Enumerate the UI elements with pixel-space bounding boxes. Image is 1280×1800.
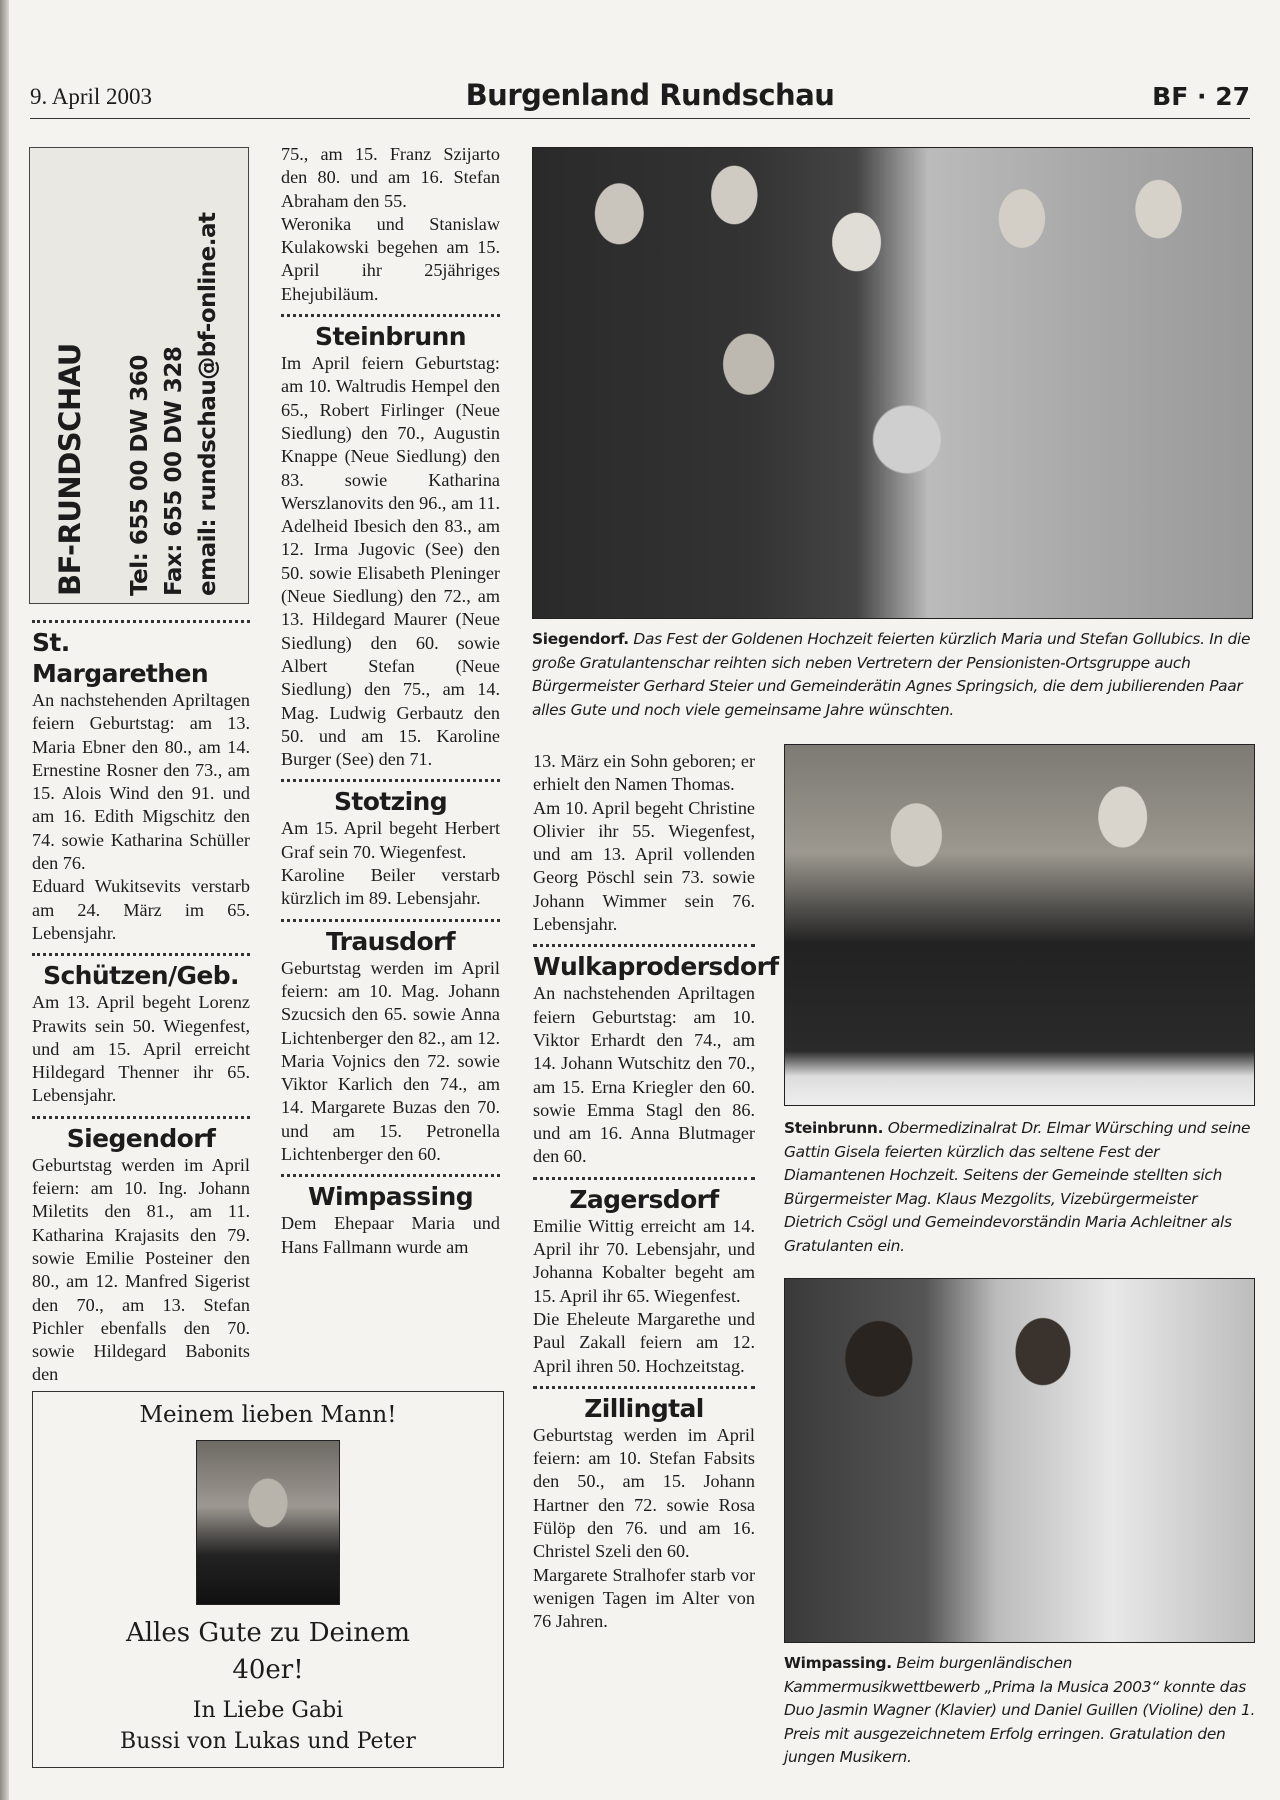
contact-email: email: rundschau@bf-online.at <box>195 212 221 596</box>
section-heading: Siegendorf <box>66 1123 216 1153</box>
caption-photo1: Siegendorf. Das Fest der Goldenen Hochzeit feierten kürzlich Maria und Stefan Gollubics. In die große Gratulantenschar reihten sich neben Vertretern der Pensionisten-Ortsgruppe auch Bürgermeister Gerhard Steier und Gemeinderätin Agnes Springsich, die dem jubilierenden Paar alles Gute und noch viele gemeinsame Jahre wünschten. <box>532 630 1251 719</box>
contact-fax: Fax: 655 00 DW 328 <box>161 346 187 596</box>
section-heading: Wimpassing <box>308 1182 473 1212</box>
contact-tel: Tel: 655 00 DW 360 <box>127 354 153 596</box>
section-heading: Steinbrunn <box>315 322 466 352</box>
dotted-divider <box>281 779 500 782</box>
section-heading: Wulkaprodersdorf <box>533 952 779 982</box>
section-paragraph: Im April feiern Geburtstag: am 10. Waltrudis Hempel den 65., Robert Firlinger (Neue Siedlung) den 70., Augustin Knappe (Neue Siedlung) den 83. sowie Katharina Werszlanovits den 96., am 11. Adelheid Ibesich den 83., am 12. Irma Jugovic (See) den 50. sowie Elisabeth Pleninger (Neue Siedlung) den 72., am 13. Hildegard Maurer (Neue Siedlung) den 60. sowie Albert Stefan (Neue Siedlung) den 75., am 14. Mag. Ludwig Gerbautz den 50. und am 15. Karoline Burger (See) den 71. <box>281 353 500 770</box>
dotted-divider <box>281 1174 500 1177</box>
ad-wish-2: 40er! <box>232 1655 304 1685</box>
section-paragraph: Eduard Wukitsevits verstarb am 24. März im 65. Lebensjahr. <box>32 876 250 943</box>
ad-headline: Meinem lieben Mann! <box>139 1402 397 1428</box>
dotted-divider <box>533 944 755 947</box>
ad-wish-1: Alles Gute zu Deinem <box>125 1618 411 1648</box>
photo-diamond-wedding <box>784 744 1255 1106</box>
dotted-divider <box>281 314 500 317</box>
caption-photo3: Wimpassing. Beim burgenländischen Kammermusikwettbewerb „Prima la Musica 2003“ konnte das Duo Jasmin Wagner (Klavier) und Daniel Guillen (Violine) den 1. Preis mit ausgezeichnetem Erfolg erringen. Gratulation den jungen Musikern. <box>784 1654 1256 1766</box>
caption-photo2: Steinbrunn. Obermedizinalrat Dr. Elmar Würsching und seine Gattin Gisela feierten kürzlich das seltene Fest der Diamantenen Hochzeit. Seitens der Gemeinde stellten sich Bürgermeister Mag. Klaus Mezgolits, Vizebürgermeister Dietrich Csögl und Gemeindevorständin Maria Achleitner als Gratulanten ein. <box>784 1119 1251 1255</box>
contact-box <box>29 147 249 604</box>
dotted-divider <box>32 1116 250 1119</box>
dotted-divider <box>32 953 250 956</box>
dotted-divider <box>281 919 500 922</box>
intro-paragraph: 13. März ein Sohn geboren; er erhielt den Namen Thomas. <box>533 751 755 795</box>
ad-portrait-photo <box>196 1440 340 1605</box>
section-paragraph: An nachstehenden Apriltagen feiern Geburtstag: am 13. Maria Ebner den 80., am 14. Ernestine Rosner den 73., am 15. Alois Wind den 91. und am 16. Edith Migschitz den 74. sowie Katharina Schüller den 76. <box>32 690 250 874</box>
section-heading: Zillingtal <box>584 1393 704 1423</box>
page-number: BF · 27 <box>1152 82 1250 111</box>
greeting-ad <box>32 1391 504 1768</box>
section-paragraph: Karoline Beiler verstarb kürzlich im 89. Lebensjahr. <box>281 865 500 909</box>
column-3 <box>533 750 779 1634</box>
section-paragraph: An nachstehenden Apriltagen feiern Geburtstag: am 10. Viktor Erhardt den 74., am 14. Johann Wutschitz den 70., am 15. Erna Kriegler den 60. sowie Emma Stagl den 86. und am 16. Anna Blutmager den 60. <box>533 983 755 1167</box>
section-paragraph: Am 13. April begeht Lorenz Prawits sein 50. Wiegenfest, und am 15. April erreicht Hildegard Thenner ihr 65. Lebensjahr. <box>32 992 250 1106</box>
column-2 <box>281 143 500 1259</box>
section-heading: Schützen/Geb. <box>43 961 239 991</box>
dotted-divider <box>533 1386 755 1389</box>
photo-young-musicians <box>784 1278 1255 1643</box>
section-paragraph: Die Eheleute Margarethe und Paul Zakall feiern am 12. April ihren 50. Hochzeitstag. <box>533 1308 755 1376</box>
ad-sign-2: Bussi von Lukas und Peter <box>120 1729 416 1754</box>
ad-sign-1: In Liebe Gabi <box>192 1698 344 1723</box>
contact-title: BF-RUNDSCHAU <box>53 342 87 596</box>
section-paragraph: Emilie Wittig erreicht am 14. April ihr 70. Lebensjahr, und Johanna Kobalter begeht am 15. April ihr 65. Wiegenfest. <box>533 1215 755 1306</box>
intro-paragraph: 75., am 15. Franz Szijarto den 80. und am 16. Stefan Abraham den 55. <box>281 144 500 211</box>
section-paragraph: Geburtstag werden im April feiern: am 10. Ing. Johann Miletits den 81., am 11. Katharina Krajasits den 79. sowie Emilie Posteiner den 80., am 12. Manfred Sigerist den 70., am 13. Stefan Pichler ebenfalls den 70. sowie Hildegard Babonits den <box>32 1154 250 1385</box>
photo-golden-wedding <box>532 147 1253 619</box>
section-paragraph: Margarete Stralhofer starb vor wenigen Tagen im Alter von 76 Jahren. <box>533 1564 755 1632</box>
header-rule <box>30 118 1250 119</box>
section-heading: St. Margarethen <box>32 628 209 688</box>
dotted-divider <box>32 620 250 623</box>
section-paragraph: Am 15. April begeht Herbert Graf sein 70. Wiegenfest. <box>281 818 500 862</box>
intro-paragraph: Weronika und Stanislaw Kulakowski begehen am 15. April ihr 25jähriges Ehejubiläum. <box>281 213 500 304</box>
newspaper-title: Burgenland Rundschau <box>465 78 835 112</box>
intro-paragraph: Am 10. April begeht Christine Olivier ihr 55. Wiegenfest, und am 13. April vollenden Georg Pöschl sein 73. sowie Johann Wimmer sein 76. Lebensjahr. <box>533 797 755 935</box>
page-edge <box>0 0 9 1800</box>
dotted-divider <box>533 1177 755 1180</box>
section-heading: Stotzing <box>333 787 448 817</box>
section-heading: Trausdorf <box>325 926 456 956</box>
section-paragraph: Dem Ehepaar Maria und Hans Fallmann wurde am <box>281 1213 500 1257</box>
section-paragraph: Geburtstag werden im April feiern: am 10. Stefan Fabsits den 50., am 15. Johann Hartner den 72. sowie Rosa Fülöp den 76. und am 16. Christel Szeli den 60. <box>533 1424 755 1562</box>
section-paragraph: Geburtstag werden im April feiern: am 10. Mag. Johann Szucsich den 65. sowie Anna Lichtenberger den 82., am 12. Maria Vojnics den 72. sowie Viktor Karlich den 74., am 14. Margarete Buzas den 70. und am 15. Petronella Lichtenberger den 60. <box>281 957 500 1164</box>
issue-date: 9. April 2003 <box>30 84 153 109</box>
column-1 <box>32 612 250 1387</box>
section-heading: Zagersdorf <box>569 1184 719 1214</box>
